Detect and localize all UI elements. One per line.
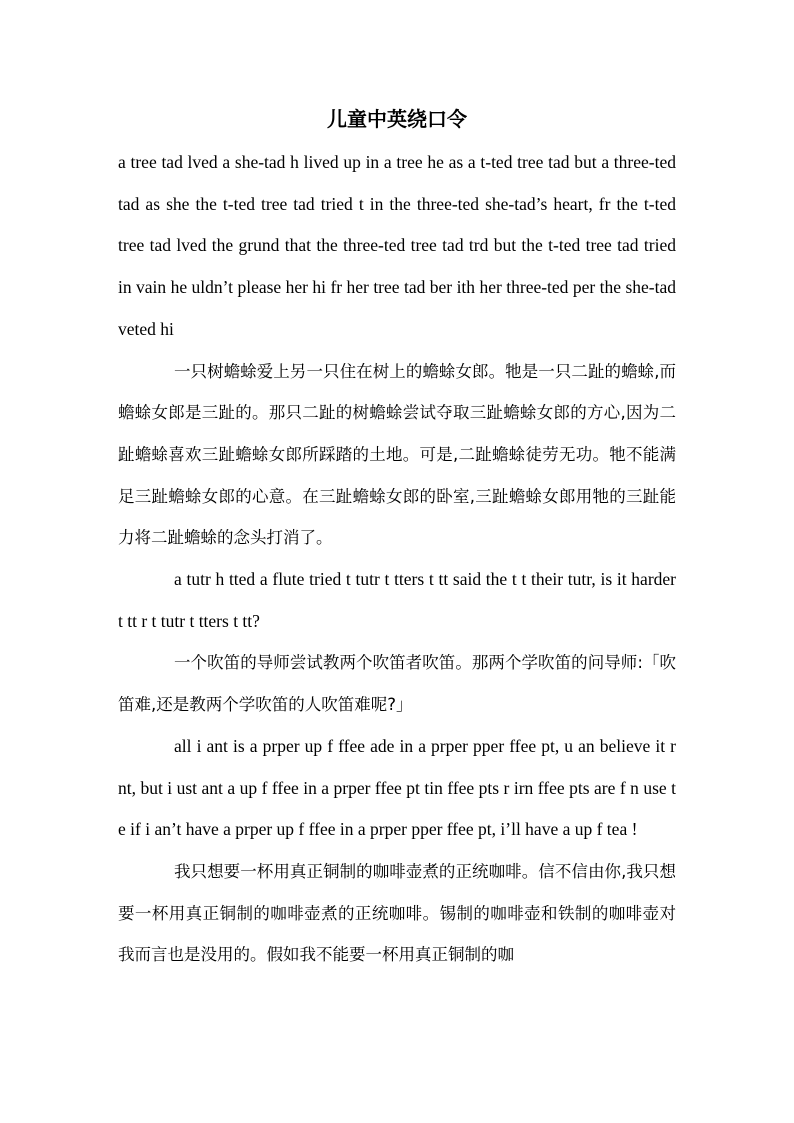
paragraph-english-2: a tutr h tted a flute tried t tutr t tters t tt said the t t their tutr, is it harder t tt r t tutr t tters t tt? bbox=[118, 569, 676, 631]
paragraph-chinese-2: 一个吹笛的导师尝试教两个吹笛者吹笛。那两个学吹笛的问导师:「吹笛难,还是教两个学吹笛的人吹笛难呢?」 bbox=[118, 653, 676, 715]
paragraph-chinese-3: 我只想要一杯用真正铜制的咖啡壶煮的正统咖啡。信不信由你,我只想要一杯用真正铜制的咖啡壶煮的正统咖啡。锡制的咖啡壶和铁制的咖啡壶对我而言也是没用的。假如我不能要一杯用真正铜制的咖 bbox=[118, 861, 676, 965]
paragraph-chinese-1: 一只树蟾蜍爱上另一只住在树上的蟾蜍女郎。牠是一只二趾的蟾蜍,而蟾蜍女郎是三趾的。那只二趾的树蟾蜍尝试夺取三趾蟾蜍女郎的方心,因为二趾蟾蜍喜欢三趾蟾蜍女郎所踩踏的土地。可是,二趾蟾蜍徒劳无功。牠不能满足三趾蟾蜍女郎的心意。在三趾蟾蜍女郎的卧室,三趾蟾蜍女郎用牠的三趾能力将二趾蟾蜍的念头打消了。 bbox=[118, 361, 676, 548]
paragraph-english-3: all i ant is a prper up f ffee ade in a prper pper ffee pt, u an believe it r nt, but i ust ant a up f ffee in a prper ffee pt tin ffee pts r irn ffee pts are f n use t e if i an’t have a prper up f ffee in a prper pper ffee pt, i’ll have a up f tea ! bbox=[118, 735, 676, 840]
page-title: 儿童中英绕口令 bbox=[327, 107, 467, 131]
paragraph-english-1: a tree tad lved a she-tad h lived up in a tree he as a t-ted tree tad but a three-ted tad as she the t-ted tree tad tried t in the three-ted she-tad’s heart, fr the t-ted tree tad lved the grund that the three-ted tree tad trd but the t-ted tree tad tried in vain he uldn’t please her hi fr her tree tad ber ith her three-ted per the she-tad veted hi bbox=[118, 152, 676, 339]
